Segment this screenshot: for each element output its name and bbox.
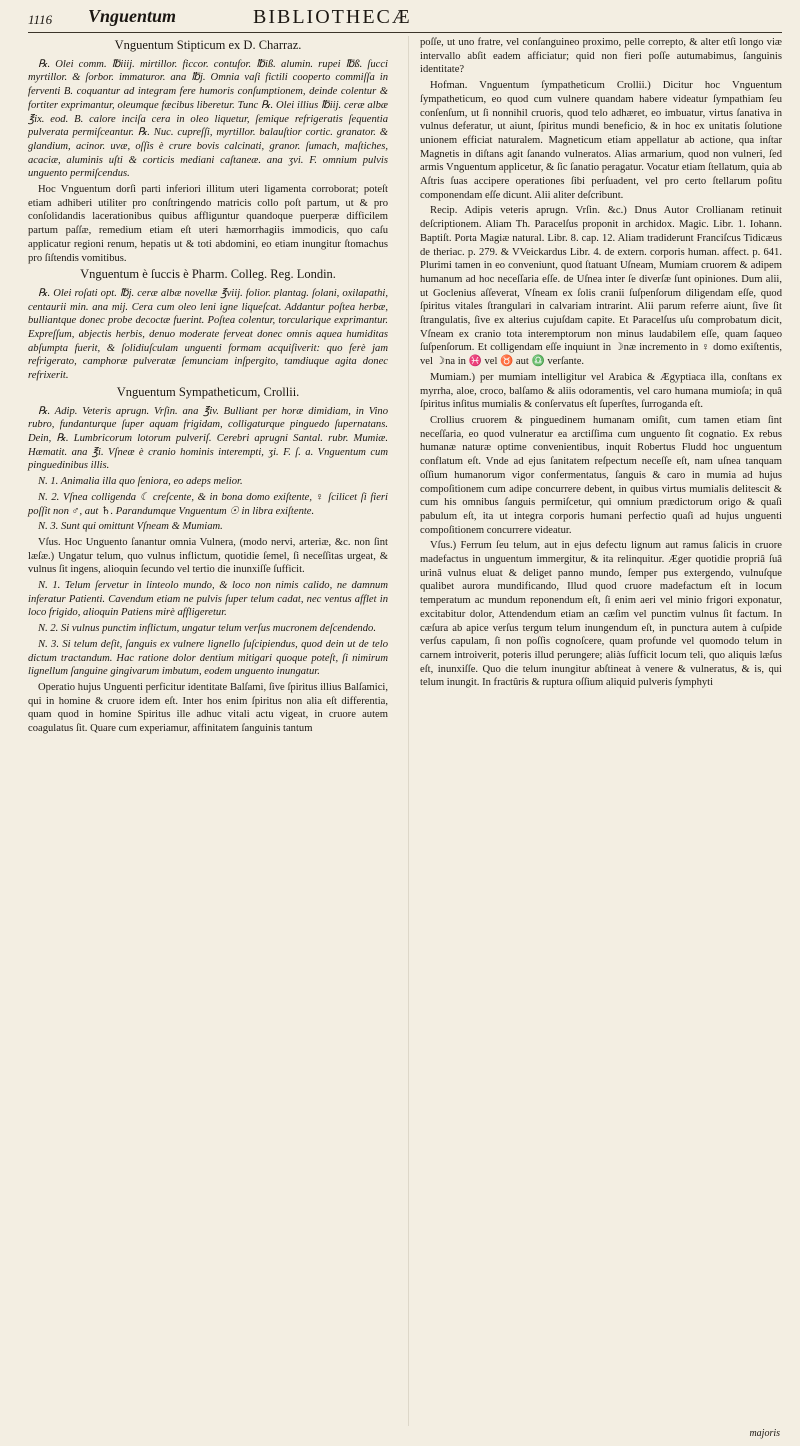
- paragraph: Hofman. Vnguentum ſympatheticum Crollii.) Dicitur hoc Vnguentum ſympatheticum, eo quod cum vulnere quandam habere videatur ſympathiam ſeu conſenſum, ut ſi nonnihil cruoris, quod telo adhæret, eo imbuatur, virtus ſanativa in vulnus deferatur, ut aiunt, ſpiritus mundi beneficio, & in hoc ex unitatis ſolutione unionem efficiat naturalem. Magneticum etiam appellatur ab actione, qua inſtar Magnetis in diſtans agit ſanando vulneratos. Alias armarium, quod non vulneri, ſed armis Vnguentum applicetur, & ſic ſanatio peragatur. Vocatur etiam ſtellatum, quia ab Aſtris ſuas accipere operationes ſibi perſuadent, vel pro certo ſtellarum poſitu componendam eſſe dicunt. Alii aliter deſcribunt.: [420, 80, 782, 201]
- paragraph: Vſus.) Ferrum ſeu telum, aut in ejus defectu lignum aut ramus ſalicis in cruore madefactus in unguentum immergitur, & ita relinquitur. Æger quotidie propriâ ſuâ urinâ vulnus eluat & deliget panno mundo, ſemper pus extergendo, vulnuſque qualibet aurora mundificando, Illud quod cruore madefactum eſt in locum temperatum ac mundum reponendum eſt, ſi enim aeri vel minio frigori exponatur, excitabitur dolor, Attendendum etiam an cæſim vel punctim vulnus ſit factum. In cæſura ab apice verſus tergum telum inungendum eſt, in punctura autem à cuſpide verſus capulam, ſi non poſſis cognoſcere, quam profunde vel quomodo telum in carnem introiverit, poteris illud perungere; aliàs ſufficit locum teli, quo aliquis læſus eſt, inunxiſſe. Quo die telum inungitur abſtineat à venere & vulneratus, & is, qui telum inungit. In fractûris & ruptura oſſium aliquid pulveris ſymphyti: [420, 540, 782, 689]
- column-gutter: [408, 36, 409, 1426]
- right-column: [420, 36, 782, 692]
- paragraph: Vſus. Hoc Unguento ſanantur omnia Vulnera, (modo nervi, arteriæ, &c. non ſint læſæ.) Ungatur telum, quo vulnus inflictum, quotidie ſemel, ſi neceſſitas urgeat, & vulnus ſit ingens, alioquin ſecundo vel tertio die inunxiſſe ſufficit.: [28, 536, 388, 576]
- paragraph: Crollius cruorem & pinguedinem humanam omiſit, cum tamen etiam ſint neceſſaria, eo quod vulneratur ea arctiſſima cum unguento ſit cognatio. Ex rebus humanæ naturæ optime convenientibus, inquit Robertus Fludd hoc unguentum conflatum eſt. Vnde ad ejus ſanitatem reſpectum neceſſe eſt, nam uſnea tanquam oſſium humanorum vigor confermentatus, ſanguis & caro in mumia ad hujus compoſitionem cum adipe concurrere debent, in quibus virtus mumialis delitescit & cum his omnibus ſanguis permiſcetur, qui omnium prædictorum origo & quaſi pabulum eſt, ita ut integra corporis humani perfectio quaſi ad hujus unguenti compoſitionem concurrere videatur.: [420, 414, 782, 536]
- running-title: Vnguentum: [88, 6, 177, 26]
- recipe-text: ℞. Olei roſati opt. ℔j. ceræ albæ novellæ ℥viij. folior. plantag. ſolani, oxilapathi, centaurii min. ana mij. Cera cum oleo leni igne liqueſcat. Addantur poſtea herbæ, bulliantque donec probe decoctæ fuerint. Poſtea colentur, torcularique exprimantur. Expreſſum, abjectis herbis, denuo moderate ferveat donec omnis aquea humiditas abſumpta fuerit, & ſolidiuſculam unguenti formam acquiſiverit: quo ferè jam refrigerato, camphoræ pulveratæ ſemunciam inſpergito, tamdiuque agita donec refrixerit.: [28, 287, 388, 382]
- note: N. 1. Animalia illa quo ſeniora, eo adeps melior.: [38, 476, 243, 488]
- catchword: majoris: [749, 1428, 780, 1439]
- note: N. 2. Si vulnus punctim inflictum, ungatur telum verſus mucronem deſcendendo.: [38, 623, 376, 635]
- paragraph: Hoc Vnguentum dorſi parti inferiori illitum uteri ligamenta corroborat; poteſt etiam adhiberi utiliter pro conſtringendo matricis collo poſt partum, ut & pro conſolidandis lacerationibus quibus affliguntur quandoque puerperæ difficilem partum paſſæ, remedium etiam eſt uteri hæmorrhagiis immodicis, quo caſu applicatur regioni renum, hepatis ut & toti abdomini, eo etiam inungitur ſtomachus pro ſiſtendis vomitibus.: [28, 184, 388, 264]
- note: N. 3. Si telum deſit, ſanguis ex vulnere lignello ſuſcipiendus, quod dein ut de telo dictum tractandum. Hac ratione dolor dentium mitigari quoque poteſt, ſi nimirum lignellum ſanguine gingivarum imbutum, eodem unguento inungatur.: [28, 638, 388, 678]
- note: N. 3. Sunt qui omittunt Vſneam & Mumiam.: [38, 521, 223, 533]
- recipe-text: ℞. Adip. Veteris aprugn. Vrſin. ana ℥iv. Bulliant per horæ dimidiam, in Vino rubro, fundanturque ſuper aquam frigidam, colligaturque pinguedo ſupernatans. Dein, ℞. Lumbricorum lotorum pulveriſ. Cerebri aprugni Santal. rubr. Mumiæ. Hæmatit. ana ℥i. Vſneæ è cranio hominis interempti, ʒi. F. ſ. a. Vnguentum cum pinguedinibus illis.: [28, 405, 388, 472]
- paragraph: Operatio hujus Unguenti perficitur identitate Balſami, ſive ſpiritus illius Balſamici, qui in homine & cruore idem eſt. Inter hos enim ſpiritus non alia eſt differentia, quam quod in homine Spiritus ille adhuc vitali actu vigeat, in cruore autem coagulatus ſit. Quare cum experiamur, affinitatem ſanguinis tantum: [28, 681, 388, 735]
- note: N. 2. Vſnea colligenda ☾ creſcente, & in bona domo exiſtente, ♀ ſcilicet ſi fieri poſſit non ♂, aut ♄. Parandumque Vnguentum ☉ in libra exiſtente.: [28, 491, 388, 517]
- paragraph: Recip. Adipis veteris aprugn. Vrſin. &c.) Dnus Autor Crollianam retinuit deſcriptionem. Aliam Th. Paracelſus proponit in archidox. Magic. Libr. 1. Iohann. Baptiſt. Porta Magiæ natural. Libr. 8. cap. 12. Aliam tradiderunt Franciſcus Tidicæus de theriac. p. 279. & VVeickardus Libr. 4. de extern. corporis human. affect. p. 641. Plurimi tamen in eo conveniunt, quod ſtatuant Uſneam, Mumiam cruorem & adipem humanum ad hoc neceſſaria eſſe. de Uſnea inter ſe diverſæ ſunt opiniones. Dum alii, ut Goclenius aſſeverat, Vſneam ex ſolis cranii ſuſpenſorum diligendam eſſe, quod ſpiritus vitales ſtrangulari in calvariam intrarint. Alii parum referre aiunt, ſive ſit ſtrangulatis, ſive ex alterius cujuſdam capite. Et Paracelſus uſu comprobatum dicit, Vſneam ex cranio tota interemptorum non minus laudabilem eſſe, quam ſaqueo ſuſpenſorum. Et colligendam eſſe inquiunt in ☽næ incremento in ♀ domo exiſtentis, vel ☽na in ♓ vel ♉ aut ♎ verſante.: [420, 205, 782, 368]
- paragraph: Mumiam.) per mumiam intelligitur vel Arabica & Ægyptiaca illa, conſtans ex myrrha, aloe, croco, balſamo & aliis odoramentis, vel caro humana mumioſa; in quâ ſpiritus inſitus mumialis & conſervatus eſt ſuperſtes, ſurroganda eſt.: [420, 371, 782, 411]
- section-title: BIBLIOTHECÆ: [253, 6, 412, 28]
- recipe-heading: Vnguentum è ſuccis è Pharm. Colleg. Reg. Londin.: [80, 267, 336, 282]
- paragraph: poſſe, ut uno fratre, vel conſanguineo proximo, pelle correpto, & alter etſi longo viæ intervallo abſit eadem afficiatur; quid non fieri poſſe autumabimus, ſanguinis identitate?: [420, 37, 782, 76]
- recipe-text: ℞. Olei comm. ℔iiij. mirtillor. ficcor. contufor. ℔iß. alumin. rupei ℔ß. ſucci myrtillor. & ſorbor. immaturor. ana ℔j. Omnia vaſi fictili cooperto commiſſa in ferventi B. coquantur ad integram fere humoris conſumptionem, deinde colentur & fortiter exprimantur, oleumque fæcibus liberetur. Tunc ℞. Olei illius ℔iij. ceræ albæ ℥ix. eod. B. calore inciſa cera in oleo liquetur, ſemique refrigeratis ſequentia pulverata permiſceantur. ℞. Nuc. cupreſſi, myrtillor. balauſtior cortic. granator. & glandium, acinor. uvæ, oſſis è crure bovis calcinati, granor. ſumach, maſtiches, acaciæ, aluminis uſti & corticis mediani caſtaneæ. ana ʒvi. F. omnium pulvis unguento permiſcendus.: [28, 58, 388, 180]
- left-column: [28, 36, 388, 738]
- page-header: [28, 6, 782, 33]
- recipe-heading: Vnguentum Stipticum ex D. Charraz.: [114, 38, 302, 52]
- page-number: 1116: [28, 12, 53, 27]
- note: N. 1. Telum ſervetur in linteolo mundo, & loco non nimis calido, ne damnum inferatur Patienti. Cavendum etiam ne pulvis ſuper telum cadat, nec ventus afflet in loco frigido, alioquin Patiens mirè affligeretur.: [28, 580, 388, 619]
- recipe-heading: Vnguentum Sympatheticum, Crollii.: [116, 384, 300, 399]
